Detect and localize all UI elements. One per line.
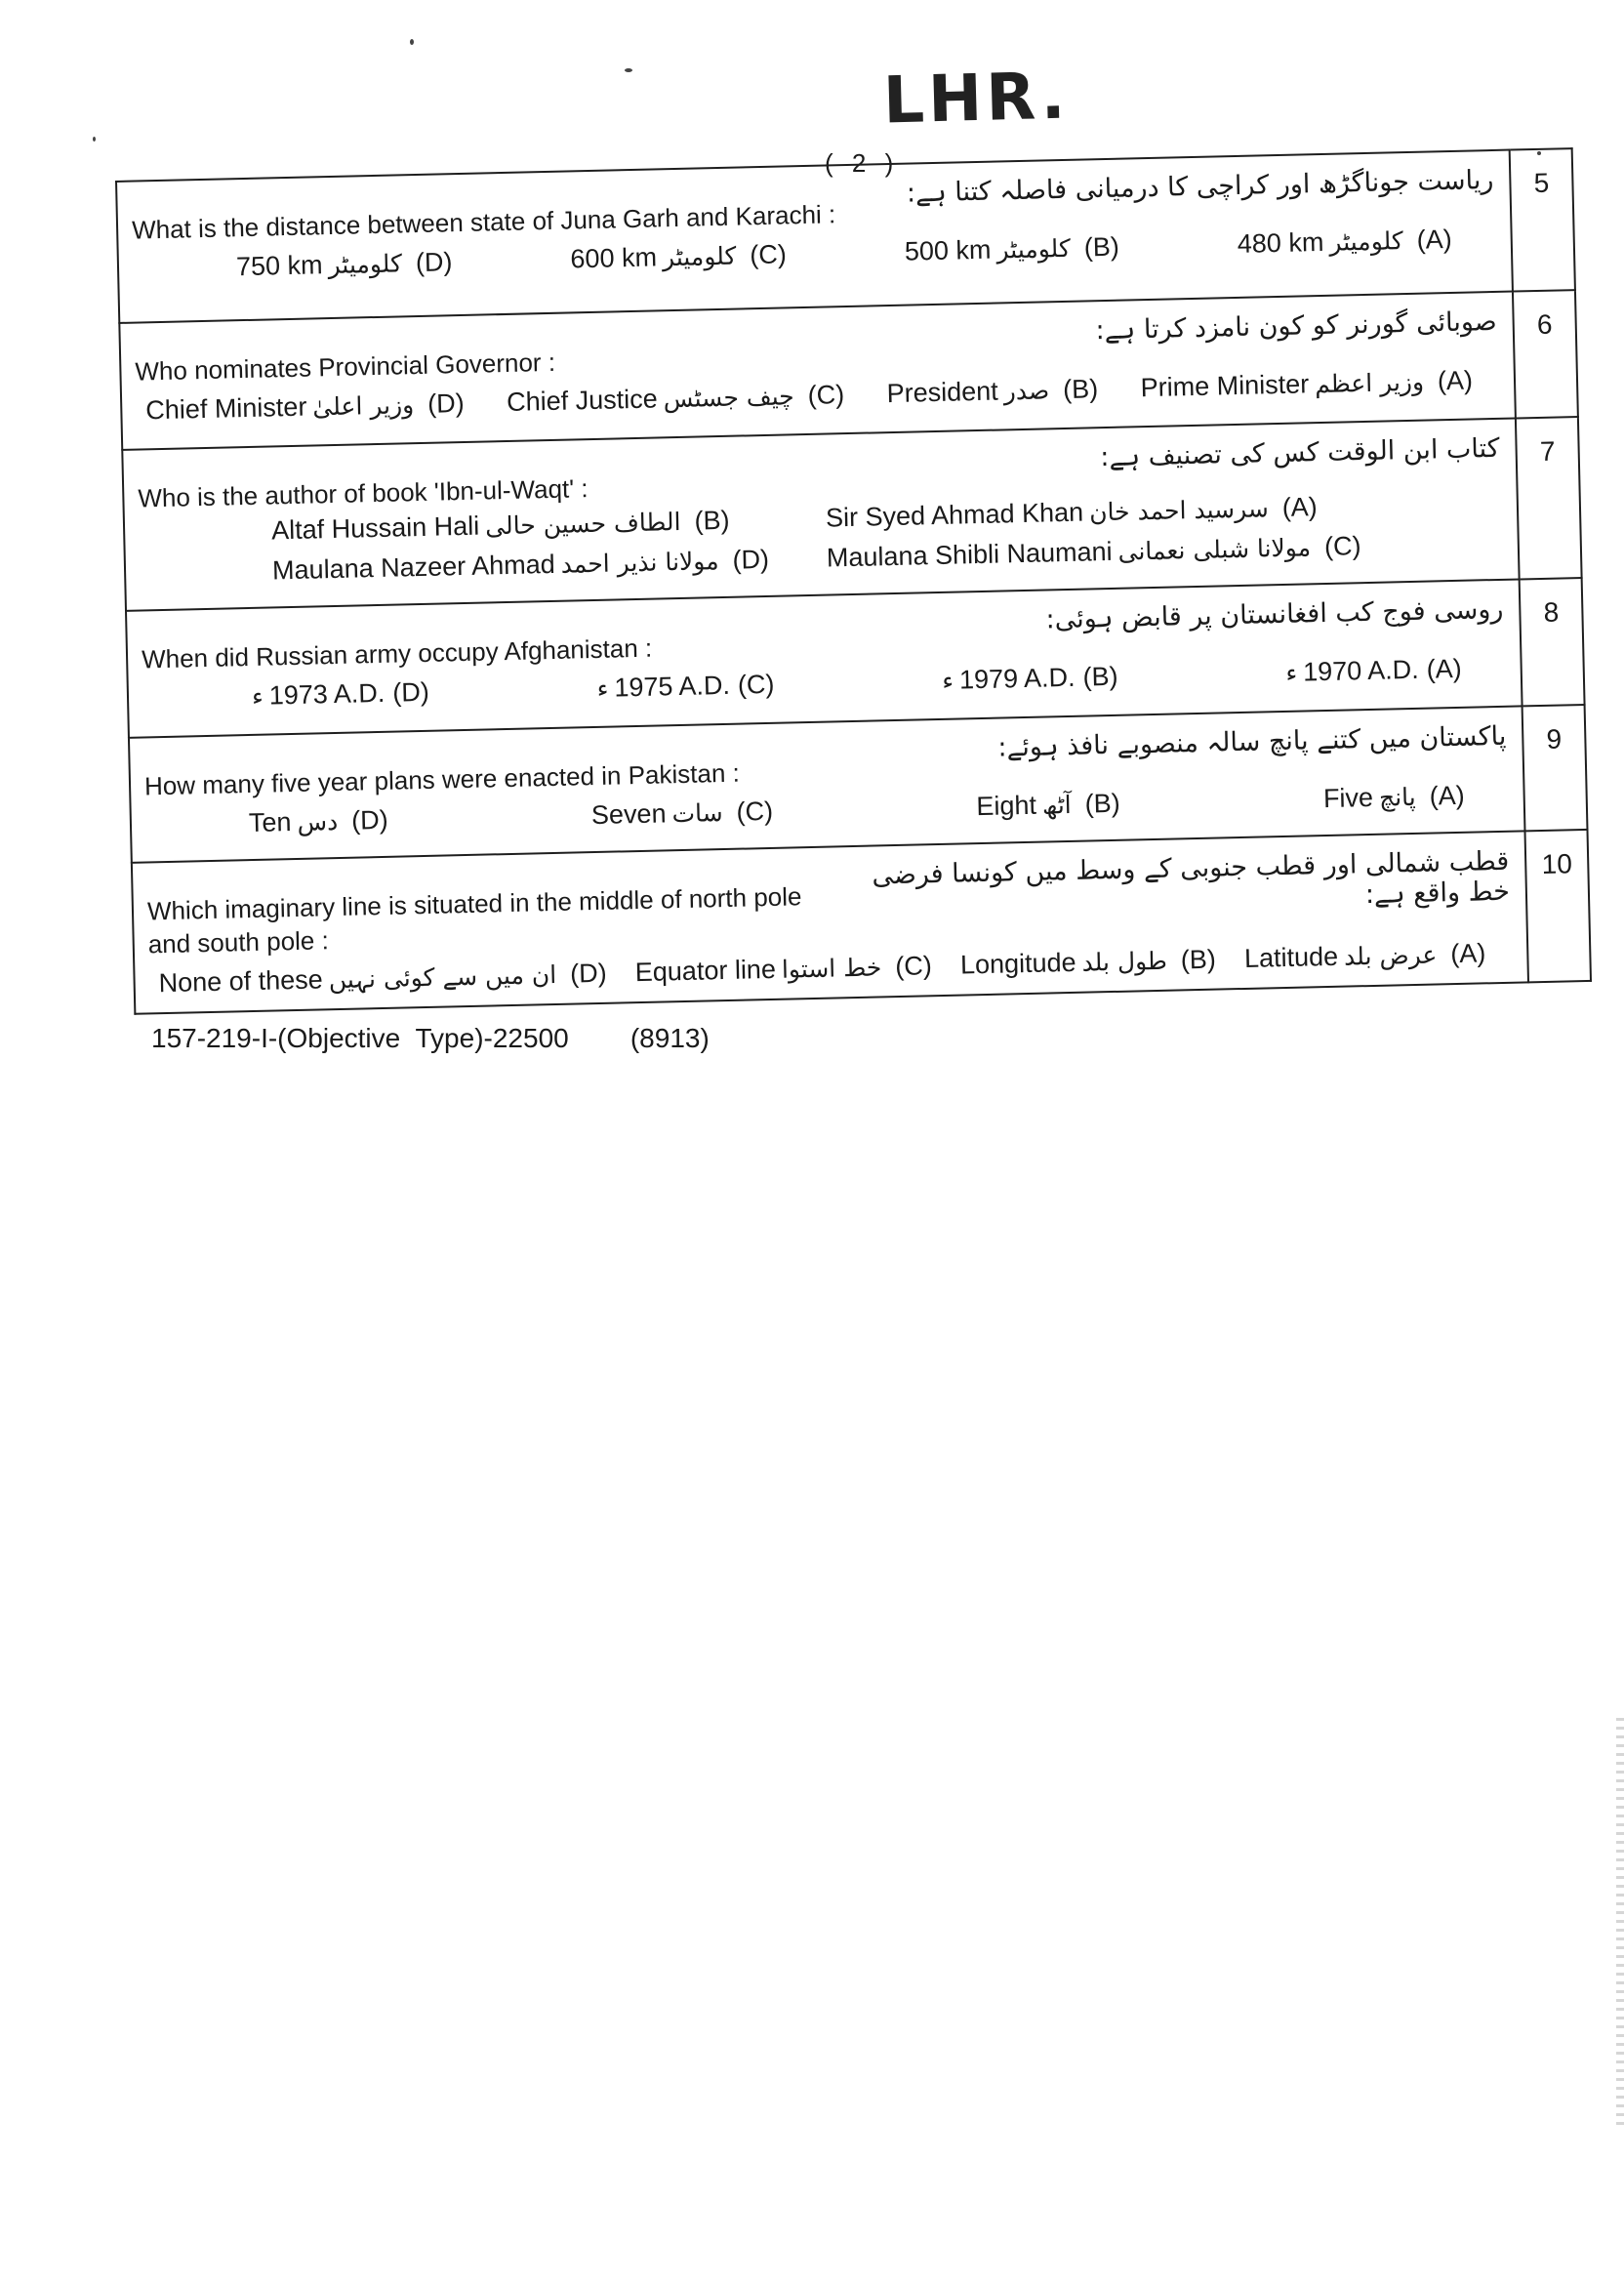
- option-c: Equator line خط استوا (C): [634, 951, 933, 988]
- option-d: 750 km کلومیٹر (D): [235, 247, 453, 282]
- questions-table: [115, 147, 1592, 1015]
- option-c: 600 km کلومیٹر (C): [570, 239, 788, 274]
- option-c: Seven سات (C): [590, 795, 774, 831]
- question-sheet: [115, 147, 1590, 1022]
- option-a: Five پانچ (A): [1322, 780, 1465, 814]
- scan-speck: [1537, 151, 1541, 155]
- question-text-en: How many five year plans were enacted in Pakistan :: [143, 757, 741, 801]
- option-b: 500 km کلومیٹر (B): [904, 231, 1120, 266]
- page-number: ( 2 ): [825, 148, 900, 178]
- question-text-ur: صوبائی گورنر کو کون نامزد کرتا ہے:: [1095, 306, 1497, 347]
- scan-speck: [625, 68, 632, 72]
- question-row: [132, 830, 1591, 1014]
- option-a: ء 1970 A.D. (A): [1285, 653, 1463, 687]
- scan-edge-noise: [1616, 1718, 1624, 2128]
- option-d: Chief Minister وزیر اعلیٰ (D): [145, 387, 465, 426]
- question-text-en: Who is the author of book 'Ibn-ul-Waqt' :: [138, 473, 589, 513]
- scan-speck: [410, 39, 414, 45]
- option-b: Longitude طول بلد (B): [959, 944, 1217, 980]
- option-b: Altaf Hussain Hali الطاف حسین حالی (B): [270, 505, 730, 546]
- question-text-ur: ریاست جوناگڑھ اور کراچی کا درمیانی فاصلہ کتنا ہے:: [906, 164, 1494, 209]
- option-d: Maulana Nazeer Ahmad مولانا نذیر احمد (D): [271, 544, 770, 586]
- question-row: [122, 417, 1581, 611]
- scan-speck: [93, 137, 96, 142]
- option-b: ء 1979 A.D. (B): [941, 661, 1118, 695]
- handwritten-region-mark: LHR.: [882, 58, 1071, 139]
- question-text-en: Who nominates Provincial Governor :: [135, 347, 556, 387]
- option-c: Chief Justice چیف جسٹس (C): [506, 380, 845, 417]
- question-number: 10: [1524, 830, 1591, 982]
- option-b: President صدر (B): [886, 374, 1099, 409]
- option-d: Ten دس (D): [248, 804, 388, 838]
- question-text-en: Which imaginary line is situated in the middle of north pole and south pole :: [146, 881, 802, 959]
- question-text-ur: قطب شمالی اور قطب جنوبی کے وسط میں کونسا فرضی خط واقع ہے:: [872, 845, 1511, 911]
- option-c: Maulana Shibli Naumani مولانا شبلی نعمانی (C): [826, 531, 1361, 573]
- option-d: None of these ان میں سے کوئی نہیں (D): [158, 958, 607, 999]
- option-c: ء 1975 A.D. (C): [596, 669, 775, 703]
- option-d: ء 1973 A.D. (D): [251, 676, 430, 711]
- paper-code-text: 157-219-I-(Objective Type)-22500: [151, 1023, 569, 1053]
- option-a: Prime Minister وزیر اعظم (A): [1140, 365, 1474, 403]
- question-number: 7: [1516, 417, 1582, 579]
- option-a: Latitude عرض بلد (A): [1243, 938, 1486, 973]
- option-a: 480 km کلومیٹر (A): [1237, 224, 1453, 259]
- paper-code: [151, 1023, 710, 1054]
- question-number: 6: [1513, 290, 1578, 418]
- question-number: 5: [1510, 148, 1575, 291]
- question-text-ur: پاکستان میں کتنے پانچ سالہ منصوبے نافذ ہوئے:: [997, 720, 1507, 763]
- question-text-en: When did Russian army occupy Afghanistan :: [141, 632, 653, 674]
- paper-serial: (8913): [629, 1023, 710, 1053]
- option-b: Eight آٹھ (B): [976, 788, 1120, 822]
- question-number: 9: [1522, 705, 1588, 831]
- question-text-en: What is the distance between state of Juna Garh and Karachi :: [131, 199, 836, 245]
- question-text-ur: کتاب ابن الوقت کس کی تصنیف ہے:: [1099, 432, 1500, 473]
- question-text-ur: روسی فوج کب افغانستان پر قابض ہوئی:: [1045, 593, 1504, 635]
- question-number: 8: [1520, 578, 1585, 706]
- option-a: Sir Syed Ahmad Khan سرسید احمد خان (A): [825, 492, 1319, 533]
